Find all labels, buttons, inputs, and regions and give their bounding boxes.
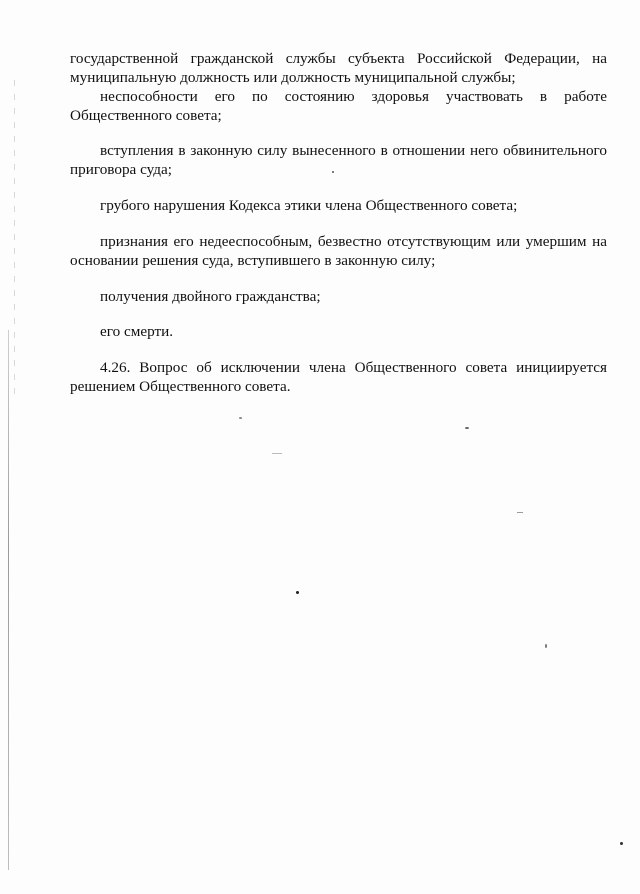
scan-speck <box>296 591 299 594</box>
scan-speck <box>272 453 282 454</box>
paragraph-dual-citizenship: получения двойного гражданства; <box>100 288 321 305</box>
scan-speck <box>517 512 523 513</box>
document-body <box>70 49 607 396</box>
paragraph-health: неспособности его по состоянию здоровья участвовать в работе Общественного совета; <box>70 88 607 124</box>
scan-speck <box>239 417 242 419</box>
scan-edge-mark <box>14 80 15 400</box>
paragraph-incapacity: признания его недееспособным, безвестно отсутствующим или умершим на основании решения суда, вступившего в законную силу; <box>70 233 607 269</box>
scan-speck <box>620 842 623 845</box>
paragraph-4-26: 4.26. Вопрос об исключении члена Общественного совета инициируется решением Общественного совета. <box>70 359 607 395</box>
paragraph-ethics-violation: грубого нарушения Кодекса этики члена Общественного совета; <box>100 197 518 214</box>
scan-speck <box>332 171 334 173</box>
paragraph-court-verdict: вступления в законную силу вынесенного в отношении него обвинительного приговора суда; <box>70 142 607 178</box>
scan-speck <box>465 427 469 429</box>
scan-speck <box>545 644 547 648</box>
paragraph-death: его смерти. <box>100 323 174 340</box>
paragraph-civil-service: государственной гражданской службы субъекта Российской Федерации, на муниципальную должность или должность муниципальной службы; <box>70 50 607 86</box>
scan-binding-line <box>8 330 9 870</box>
